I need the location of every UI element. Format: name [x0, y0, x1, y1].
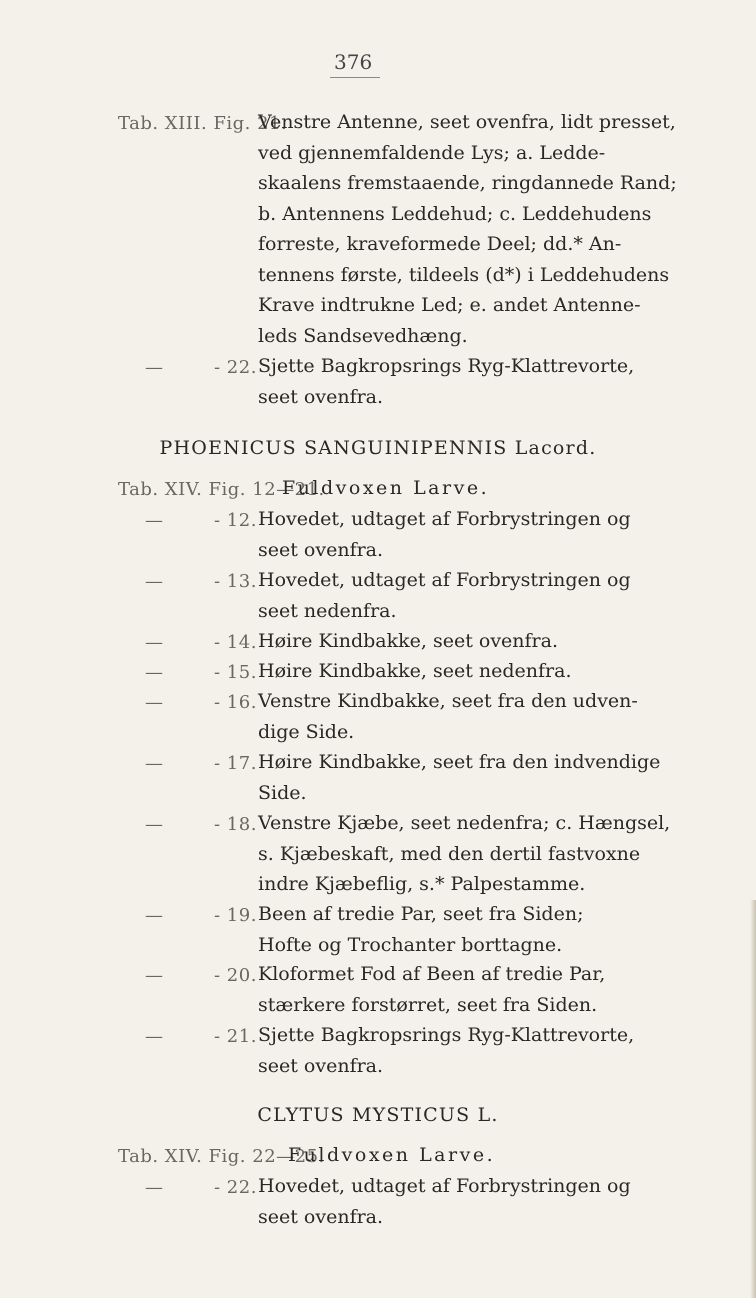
figure-number: - 15.	[214, 662, 257, 683]
description-line: seet ovenfra.	[258, 538, 384, 561]
description-line: seet ovenfra.	[258, 1205, 384, 1228]
figure-number: - 22.	[214, 357, 257, 378]
description-line: Høire Kindbakke, seet ovenfra.	[258, 630, 559, 652]
description-line: dige Side.	[258, 720, 355, 743]
description-line: Sjette Bagkropsrings Ryg-Klattrevorte,	[258, 355, 635, 377]
description-line: Fuldvoxen Larve.	[288, 1144, 496, 1166]
description-line: ved gjennemfaldende Lys; a. Ledde-	[258, 141, 606, 164]
ditto-dash: —	[145, 357, 164, 378]
entry-description	[258, 504, 678, 565]
ditto-dash: —	[145, 905, 164, 926]
entry-description	[258, 656, 678, 687]
figure-number: - 18.	[214, 814, 257, 835]
entry-description	[258, 747, 678, 808]
ditto-dash: —	[145, 692, 164, 713]
figure-number: - 12.	[214, 510, 257, 531]
description-line: leds Sandsevedhæng.	[258, 324, 468, 347]
species-heading-phoenicus: PHOENICUS SANGUINIPENNIS Lacord.	[159, 437, 597, 459]
entry-description	[258, 351, 678, 412]
description-line: seet nedenfra.	[258, 599, 397, 622]
entry-description	[288, 1140, 708, 1171]
description-line: seet ovenfra.	[258, 1054, 384, 1077]
species-heading-clytus: CLYTUS MYSTICUS L.	[257, 1104, 499, 1126]
ditto-dash: —	[145, 1026, 164, 1047]
description-line: indre Kjæbeflig, s.* Palpestamme.	[258, 873, 586, 895]
figure-number: - 21.	[214, 1026, 257, 1047]
description-line: Side.	[258, 781, 307, 804]
description-line: Venstre Kjæbe, seet nedenfra; c. Hængsel,	[258, 812, 671, 834]
description-line: s. Kjæbeskaft, med den dertil fastvoxne	[258, 842, 641, 865]
ditto-dash: —	[145, 753, 164, 774]
entry-description	[282, 473, 702, 504]
figure-number: - 20.	[214, 965, 257, 986]
entry-description	[258, 899, 678, 960]
entry-description	[258, 1171, 678, 1232]
description-line: Fuldvoxen Larve.	[282, 477, 490, 499]
description-line: Venstre Kindbakke, seet fra den udven-	[258, 690, 638, 712]
description-line: Krave indtrukne Led; e. andet Antenne-	[258, 294, 641, 316]
description-line: forreste, kraveformede Deel; dd.* An-	[258, 233, 622, 255]
figure-number: - 13.	[214, 571, 257, 592]
page-number-rule	[330, 77, 380, 78]
ditto-dash: —	[145, 814, 164, 835]
description-line: Sjette Bagkropsrings Ryg-Klattrevorte,	[258, 1024, 635, 1046]
description-line: Høire Kindbakke, seet fra den indvendige	[258, 751, 661, 773]
description-line: tennens første, tildeels (d*) i Leddehudens	[258, 263, 670, 286]
description-line: b. Antennens Leddehud; c. Leddehudens	[258, 202, 652, 225]
figure-reference-label: Tab. XIII. Fig. 21.	[118, 113, 288, 134]
page-edge-shadow	[750, 900, 756, 1298]
entry-description	[258, 808, 678, 900]
description-line: Venstre Antenne, seet ovenfra, lidt presset,	[258, 111, 676, 133]
entry-description	[258, 959, 678, 1020]
description-line: Høire Kindbakke, seet nedenfra.	[258, 660, 572, 682]
ditto-dash: —	[145, 1177, 164, 1198]
entry-description	[258, 565, 678, 626]
entry-description	[258, 1020, 678, 1081]
figure-number: - 22.	[214, 1177, 257, 1198]
figure-number: - 14.	[214, 632, 257, 653]
entry-description	[258, 626, 678, 657]
description-line: Hovedet, udtaget af Forbrystringen og	[258, 569, 631, 591]
ditto-dash: —	[145, 510, 164, 531]
description-line: Hovedet, udtaget af Forbrystringen og	[258, 1175, 631, 1197]
description-line: stærkere forstørret, seet fra Siden.	[258, 993, 598, 1016]
ditto-dash: —	[145, 662, 164, 683]
page-number: 376	[334, 50, 373, 74]
figure-number: - 17.	[214, 753, 257, 774]
description-line: Hovedet, udtaget af Forbrystringen og	[258, 508, 631, 530]
figure-number: - 16.	[214, 692, 257, 713]
figure-reference-label: Tab. XIV. Fig. 22—25.	[118, 1146, 325, 1167]
ditto-dash: —	[145, 571, 164, 592]
entry-description	[258, 686, 678, 747]
description-line: skaalens fremstaaende, ringdannede Rand;	[258, 172, 677, 194]
description-line: Kloformet Fod af Been af tredie Par,	[258, 963, 606, 985]
description-line: Been af tredie Par, seet fra Siden;	[258, 903, 584, 925]
ditto-dash: —	[145, 965, 164, 986]
ditto-dash: —	[145, 632, 164, 653]
description-line: seet ovenfra.	[258, 385, 384, 408]
entry-description	[258, 107, 678, 351]
description-line: Hofte og Trochanter borttagne.	[258, 933, 563, 956]
figure-number: - 19.	[214, 905, 257, 926]
figure-reference-label: Tab. XIV. Fig. 12—21.	[118, 479, 325, 500]
